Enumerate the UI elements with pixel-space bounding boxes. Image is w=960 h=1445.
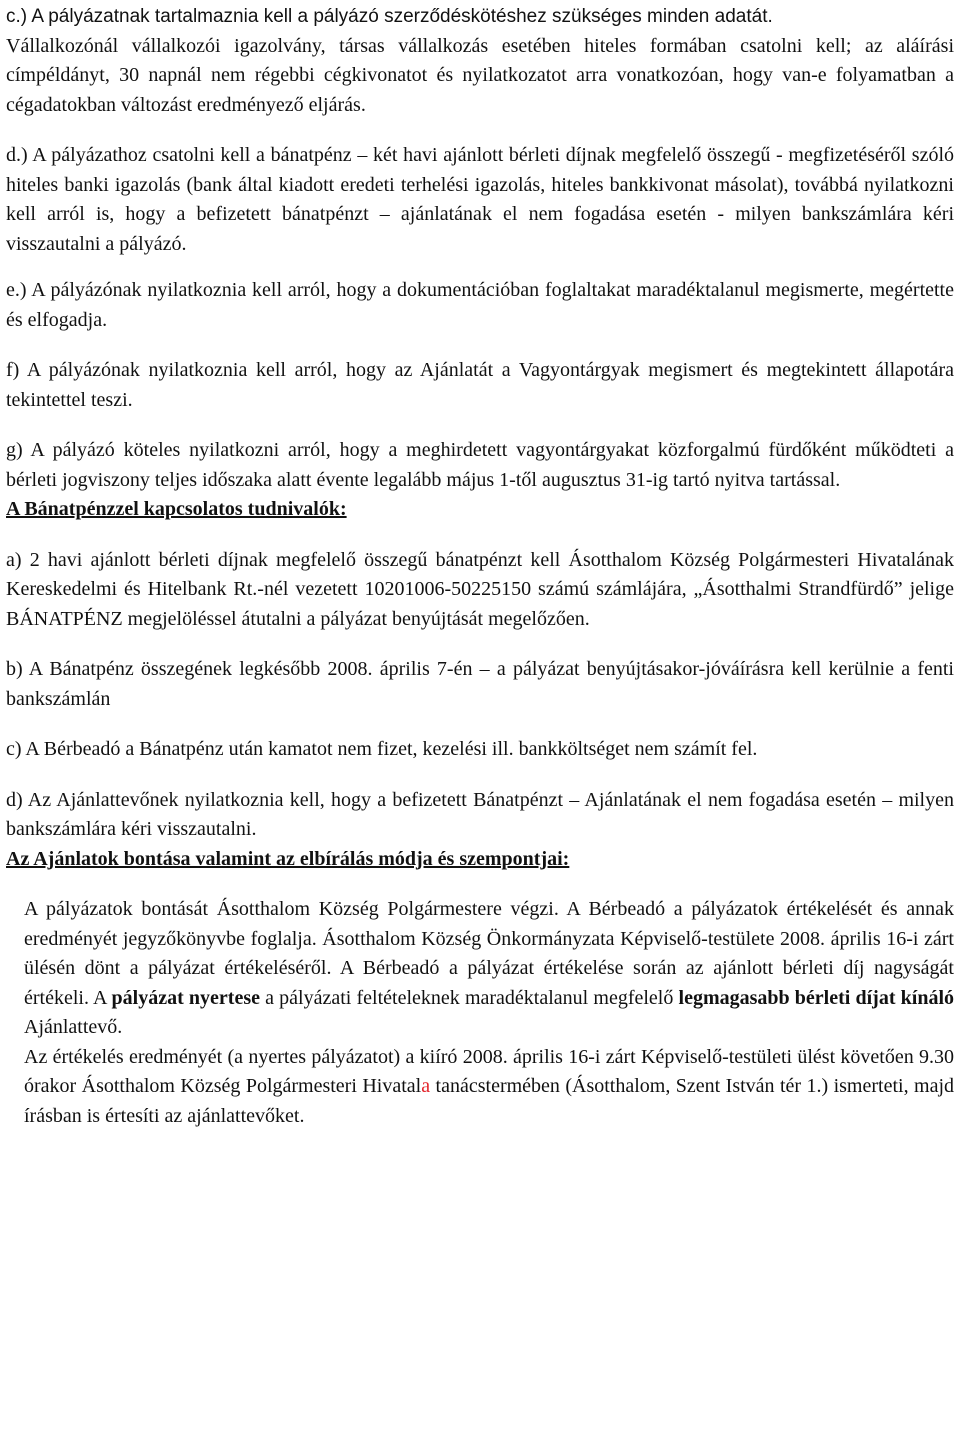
evaluation-text-5: tanácstermében (Ásotthalom, Szent István tér 1.) ismerteti, majd írásban is értesíti az ajánlattevőket. [24,1075,954,1127]
paragraph-f: f) A pályázónak nyilatkoznia kell arról, hogy az Ajánlatát a Vagyontárgyak megismert és megtekintett állapotára tekintettel teszi. [6,359,954,411]
evaluation-text-2: a pályázati feltételeknek maradéktalanul megfelelő [259,986,679,1009]
winner-phrase: pályázat nyertese [111,986,260,1009]
deposit-item-d: d) Az Ajánlattevőnek nyilatkoznia kell, hogy a befizetett Bánatpénzt – Ajánlatának el nem fogadása esetén – milyen bankszámlára kéri visszautalni. [6,788,954,840]
section-c [6,2,954,120]
highest-rent-phrase: legmagasabb bérleti díjat kínáló [678,986,955,1009]
deposit-item-b: b) A Bánatpénz összegének legkésőbb 2008. április 7-én – a pályázat benyújtásakor-jóváírásra kell kerülnie a fenti bankszámlán [6,658,954,710]
red-letter-mark: a [421,1075,431,1097]
deposit-item-a: a) 2 havi ajánlott bérleti díjnak megfelelő összegű bánatpénzt kell Ásotthalom Község Polgármesteri Hivatalának Kereskedelmi és Hitelbank Rt.-nél vezetett 10201006-50225150 számú számlájára, „Ásotthalmi Strandfürdő” jelige BÁNATPÉNZ megjelöléssel átutalni a pályázat benyújtását megelőzően. [6,548,954,630]
deposit-heading: A Bánatpénzzel kapcsolatos tudnivalók: [6,498,347,520]
deposit-item-c: c) A Bérbeadó a Bánatpénz után kamatot nem fizet, kezelési ill. bankköltséget nem számít fel. [6,738,758,760]
evaluation-section [6,895,954,1131]
paragraph-g: g) A pályázó köteles nyilatkozni arról, hogy a meghirdetett vagyontárgyakat közforgalmú fürdőként működteti a bérleti jogviszony teljes időszaka alatt évente legalább május 1-től augusztus 31-ig tartó nyitva tartással. [6,439,954,491]
evaluation-heading: Az Ajánlatok bontása valamint az elbírálás módja és szempontjai: [6,847,570,870]
evaluation-text-3: Ajánlattevő. [24,1016,123,1038]
paragraph-c-body: Vállalkozónál vállalkozói igazolvány, társas vállalkozás esetében hiteles formában csatolni kell; az aláírási címpéldányt, 30 napnál nem régebbi cégkivonatot és nyilatkozatot arra vonatkozóan, hogy van-e folyamatban a cégadatokban változást eredményező eljárás. [6,34,954,116]
paragraph-c-first-line: c.) A pályázatnak tartalmaznia kell a pályázó szerződéskötéshez szükséges minden adatát. [6,6,773,27]
paragraph-e: e.) A pályázónak nyilatkoznia kell arról, hogy a dokumentációban foglaltakat maradéktalanul megismerte, megértette és elfogadja. [6,279,954,331]
evaluation-paragraph-1 [24,895,954,1043]
evaluation-text-4: Az értékelés eredményét (a nyertes pályázatot) a kiíró 2008. április 16-i zárt Képviselő-testületi ülést követően 9.30 órakor Ásotthalom Község Polgármesteri Hivatal [24,1045,954,1097]
evaluation-paragraph-2 [24,1043,954,1132]
paragraph-d: d.) A pályázathoz csatolni kell a bánatpénz – két havi ajánlott bérleti díjnak megfelelő összegű - megfizetéséről szóló hiteles banki igazolás (bank által kiadott eredeti terhelési igazolás, hiteles bankkivonat másolat), továbbá nyilatkozni kell arról is, hogy a befizetett bánatpénzt – ajánlatának el nem fogadása esetén - milyen bankszámlára kéri visszautalni a pályázó. [6,144,954,255]
evaluation-text-1: A pályázatok bontását Ásotthalom Község Polgármestere végzi. A Bérbeadó a pályázatok értékelését és annak eredményét jegyzőkönyvbe foglalja. Ásotthalom Község Önkormányzata Képviselő-testülete 2008. április 16-i zárt ülésén dönt a pályázat értékeléséről. A Bérbeadó a pályázat értékelése során az ajánlott bérleti díj nagyságát értékeli. A [24,898,954,1009]
document-page [6,2,954,1131]
